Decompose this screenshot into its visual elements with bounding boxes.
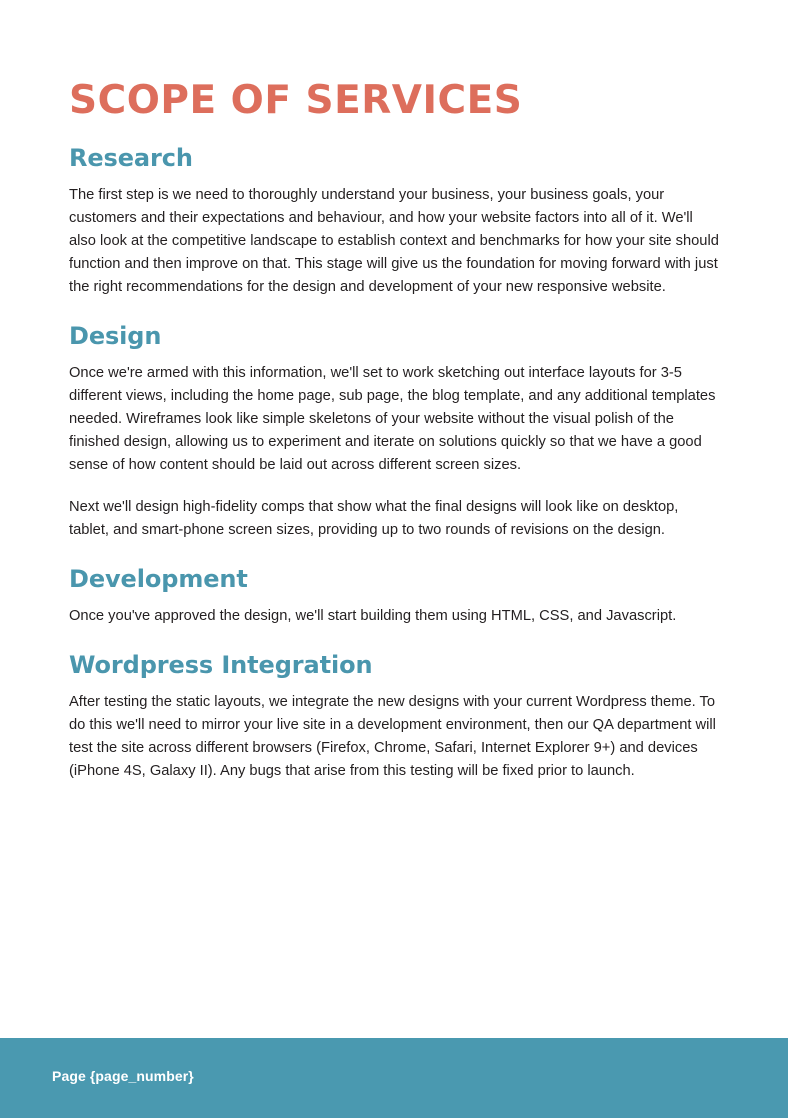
section-development — [69, 564, 721, 628]
section-heading-wordpress-integration: Wordpress Integration — [69, 651, 373, 679]
section-paragraph: Once you've approved the design, we'll start building them using HTML, CSS, and Javascript. — [69, 608, 677, 624]
section-heading-development: Development — [69, 565, 248, 593]
section-paragraph: After testing the static layouts, we integrate the new designs with your current Wordpress theme. To do this we'll need to mirror your live site in a development environment, then our QA department will test the site across different browsers (Firefox, Chrome, Safari, Internet Explorer 9+) and devices (iPhone 4S, Galaxy II). Any bugs that arise from this testing will be fixed prior to launch. — [69, 694, 716, 779]
section-research — [69, 143, 721, 299]
section-heading-design: Design — [69, 322, 162, 350]
section-paragraph: Once we're armed with this information, we'll set to work sketching out interface layouts for 3-5 different views, including the home page, sub page, the blog template, and any additional templates needed. Wireframes look like simple skeletons of your website without the visual polish of the finished design, allowing us to experiment and iterate on solutions quickly so that we have a good sense of how content should be laid out across different screen sizes. — [69, 365, 716, 473]
page-title: SCOPE OF SERVICES — [69, 78, 523, 123]
section-paragraph: Next we'll design high-fidelity comps that show what the final designs will look like on desktop, tablet, and smart-phone screen sizes, providing up to two rounds of revisions on the design. — [69, 499, 679, 538]
section-heading-research: Research — [69, 144, 193, 172]
footer-page-number: Page {page_number} — [52, 1068, 194, 1084]
section-paragraph: The first step is we need to thoroughly understand your business, your business goals, your customers and their expectations and behaviour, and how your website factors into all of it. We'll also look at the competitive landscape to establish context and benchmarks for how your site should function and then improve on that. This stage will give us the foundation for moving forward with just the right recommendations for the design and development of your new responsive website. — [69, 187, 719, 295]
section-wordpress-integration — [69, 650, 721, 783]
document-content — [69, 78, 721, 783]
section-design — [69, 321, 721, 542]
page-footer — [0, 1038, 788, 1118]
